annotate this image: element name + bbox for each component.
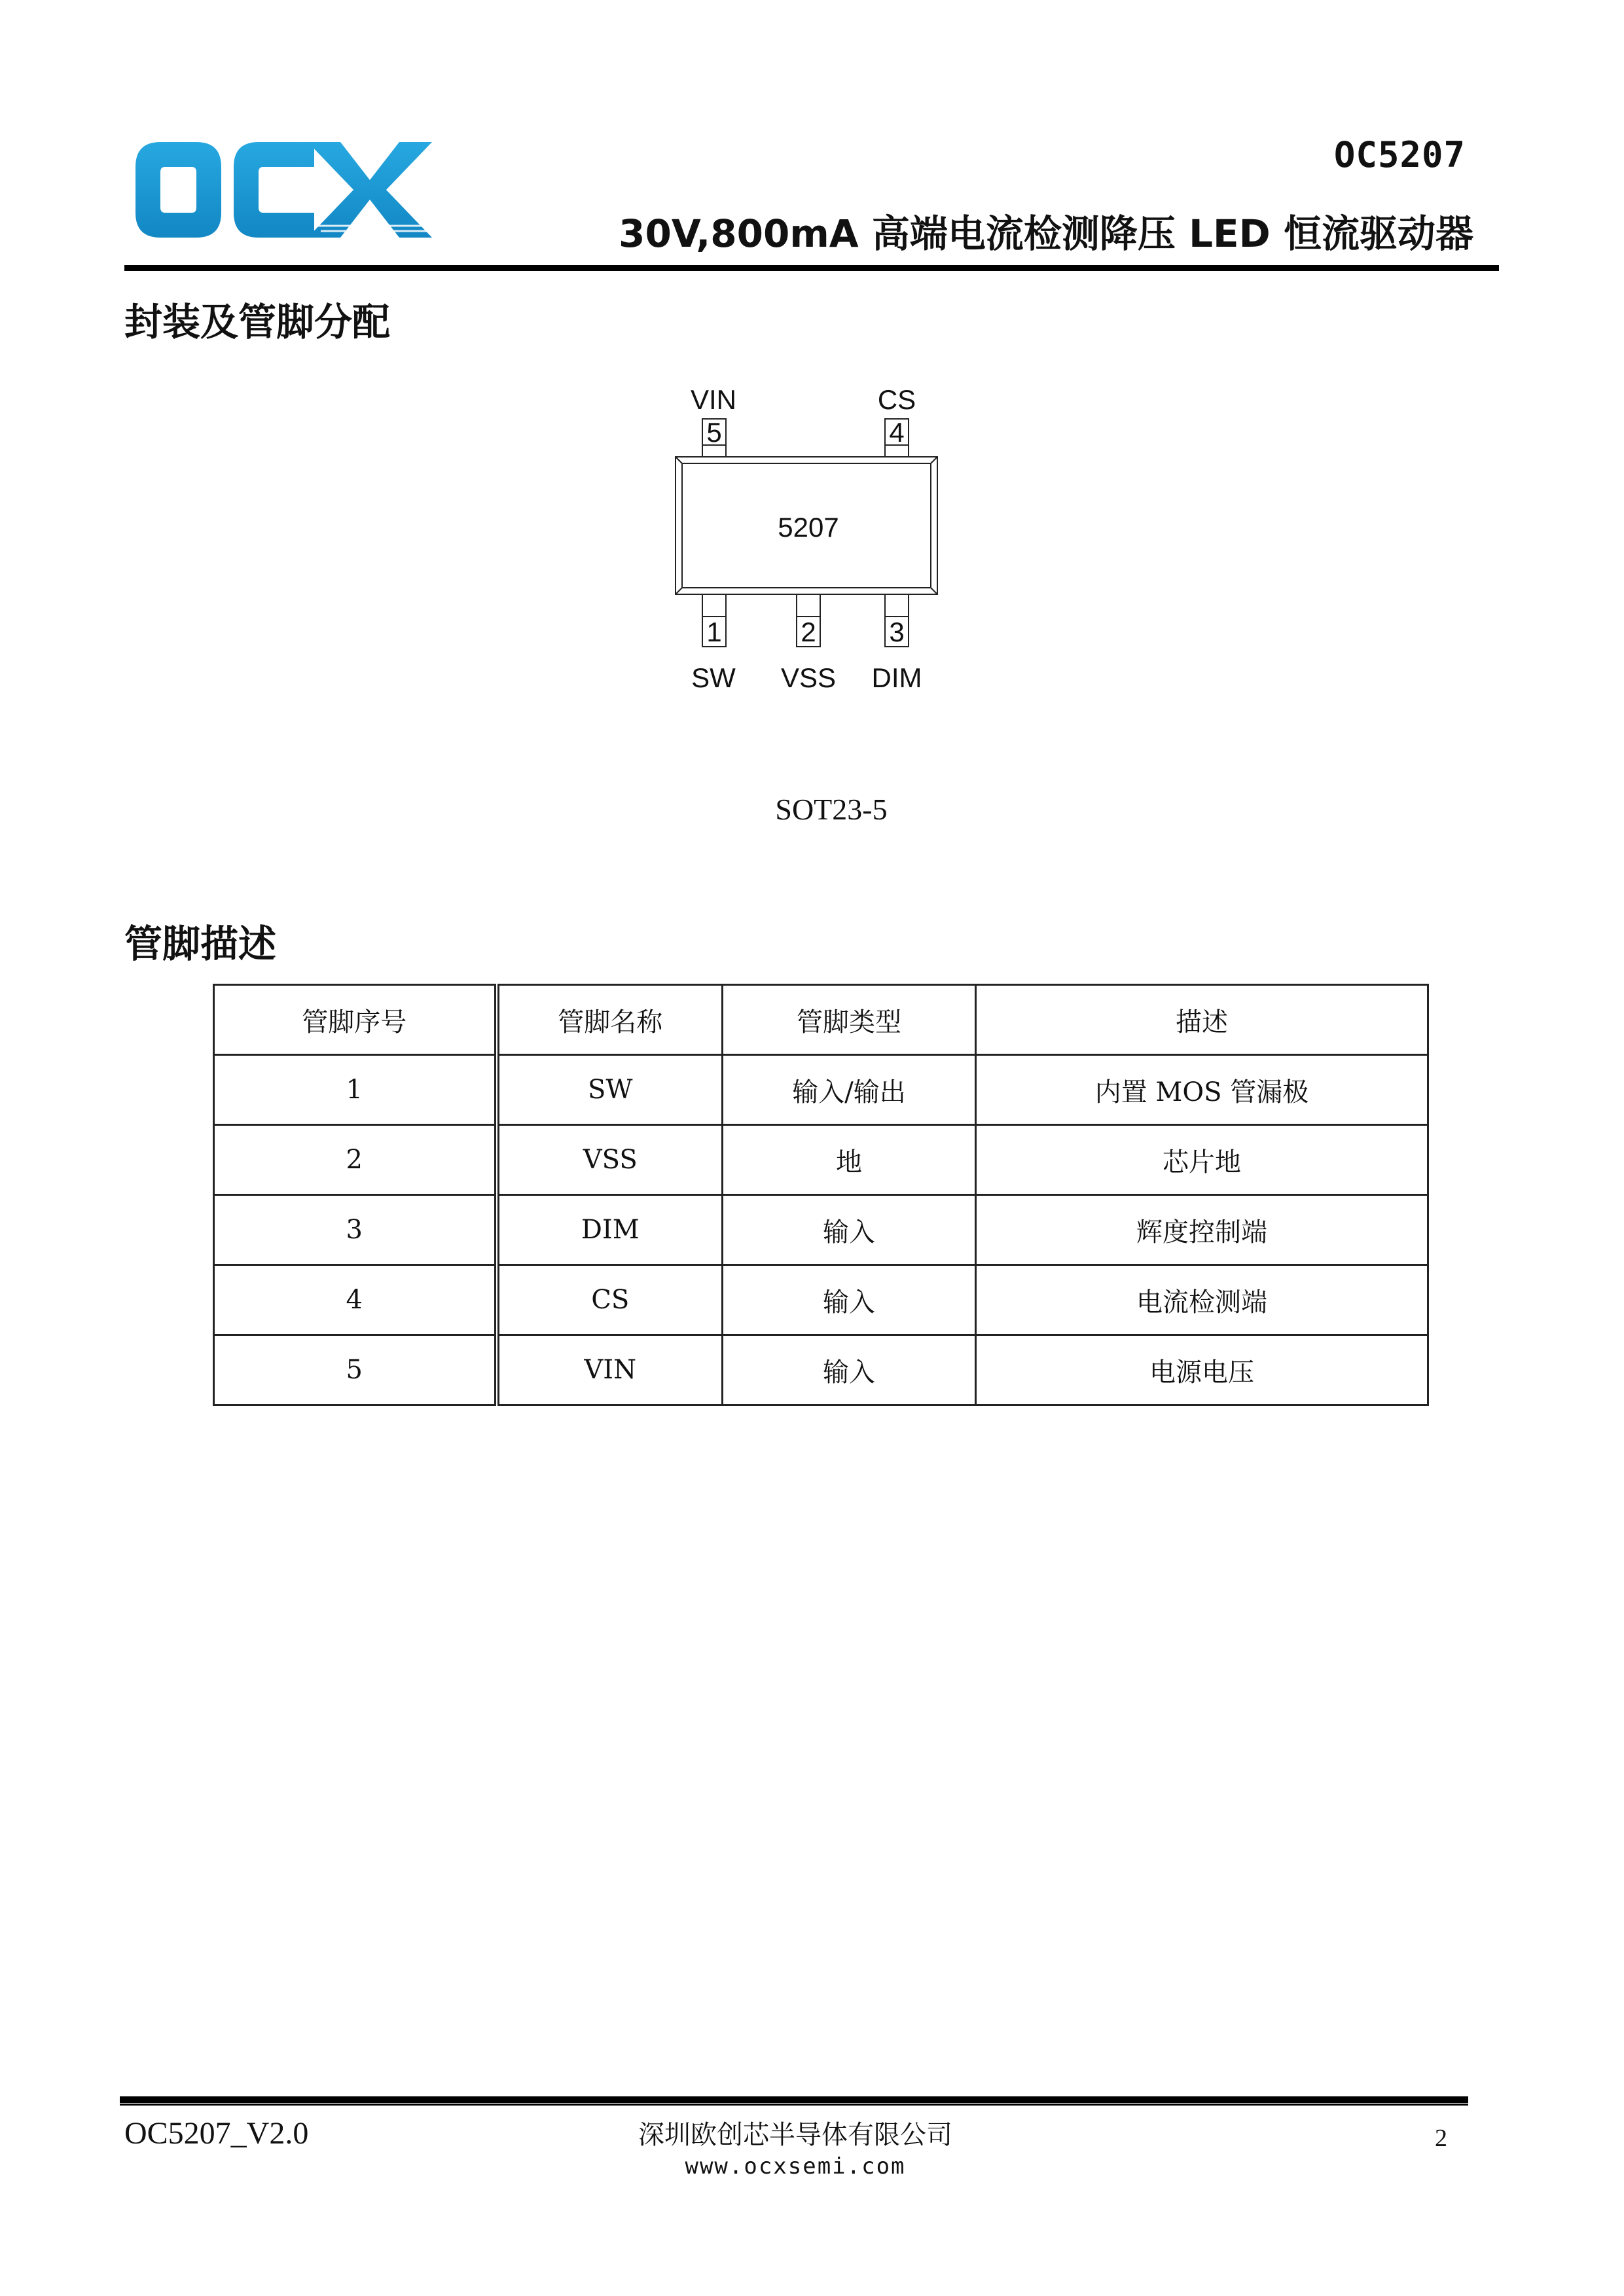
cell-pin-type: 地 [723,1125,976,1195]
package-marking: 5207 [778,512,839,543]
header-description: 描述 [976,985,1428,1055]
cell-pin-type: 输入 [723,1265,976,1335]
pin-2-number: 2 [801,617,816,647]
table-header-row [214,985,1428,1055]
pin-2-name: VSS [780,662,837,693]
cell-pin-type: 输入 [723,1195,976,1265]
footer-company: 深圳欧创芯半导体有限公司 [638,2120,952,2150]
header-pin-name: 管脚名称 [497,985,723,1055]
cell-pin-number: 2 [214,1125,497,1195]
pin-1 [691,594,736,693]
header-rule [124,265,1499,271]
cell-pin-name: DIM [497,1195,723,1265]
pin-description-heading: 管脚描述 [124,922,277,966]
cell-pin-type: 输入 [723,1335,976,1405]
cell-pin-name: CS [497,1265,723,1335]
document-title: 30V,800mA 高端电流检测降压 LED 恒流驱动器 [619,211,1473,256]
cell-pin-number: 4 [214,1265,497,1335]
pin-4 [878,384,916,457]
pin-1-number: 1 [706,617,722,647]
page-number: 2 [1435,2125,1447,2152]
table-row [214,1125,1428,1195]
table-row [214,1055,1428,1125]
pin-3-number: 3 [889,617,905,647]
footer-url[interactable]: www.ocxsemi.com [685,2153,906,2179]
cell-pin-type: 输入/输出 [723,1055,976,1125]
part-number: OC5207 [1333,134,1466,175]
cell-description: 电流检测端 [976,1265,1428,1335]
package-caption: SOT23-5 [775,793,888,826]
pin-4-name: CS [877,384,916,415]
cell-pin-number: 1 [214,1055,497,1125]
pin-5-number: 5 [706,417,722,448]
table-row [214,1335,1428,1405]
pin-3 [872,594,922,693]
table-row [214,1265,1428,1335]
pin-2 [781,594,836,693]
pin-1-name: SW [691,662,736,693]
package-section-heading: 封装及管脚分配 [124,300,391,344]
pin-4-number: 4 [889,417,905,448]
header-pin-number: 管脚序号 [214,985,497,1055]
footer-version: OC5207_V2.0 [124,2116,309,2151]
package-diagram [668,380,969,746]
cell-description: 芯片地 [976,1125,1428,1195]
footer-rule [120,2096,1468,2106]
package-body [676,457,937,594]
cell-description: 内置 MOS 管漏极 [976,1055,1428,1125]
company-logo [124,134,452,245]
table-row [214,1195,1428,1265]
pin-description-table [213,984,1429,1406]
cell-pin-number: 5 [214,1335,497,1405]
pin-5-name: VIN [690,384,737,415]
pin-5 [691,384,736,457]
cell-pin-number: 3 [214,1195,497,1265]
cell-pin-name: VIN [497,1335,723,1405]
pin-3-name: DIM [871,662,922,693]
cell-description: 辉度控制端 [976,1195,1428,1265]
header-pin-type: 管脚类型 [723,985,976,1055]
cell-pin-name: VSS [497,1125,723,1195]
cell-pin-name: SW [497,1055,723,1125]
cell-description: 电源电压 [976,1335,1428,1405]
